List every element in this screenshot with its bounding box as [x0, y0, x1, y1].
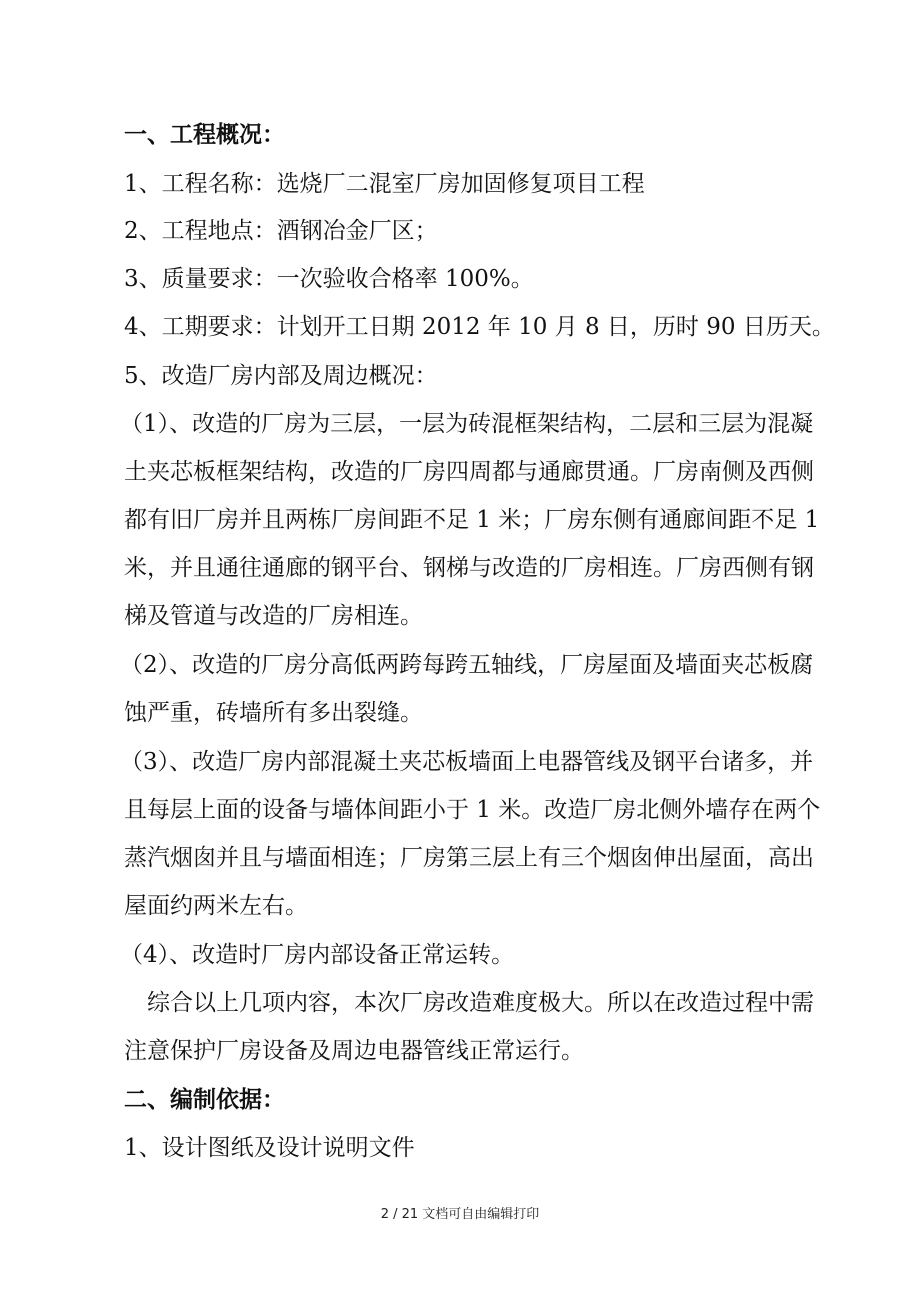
- quality-requirement-line: 3、质量要求：一次验收合格率 100%。: [124, 266, 534, 292]
- site-conditions-heading: 5、改造厂房内部及周边概况：: [124, 363, 438, 389]
- section-heading-basis: 二、编制依据：: [124, 1086, 285, 1113]
- paragraph-3-line-4: 屋面约两米左右。: [124, 893, 308, 919]
- paragraph-3-line-2: 且每层上面的设备与墙体间距小于 1 米。改造厂房北侧外墙存在两个: [124, 797, 821, 823]
- paragraph-4-line-1: （4）、改造时厂房内部设备正常运转。: [120, 942, 515, 968]
- basis-item-1: 1、设计图纸及设计说明文件: [124, 1135, 415, 1161]
- paragraph-1-line-5: 梯及管道与改造的厂房相连。: [124, 603, 423, 629]
- project-name-line: 1、工程名称：选烧厂二混室厂房加固修复项目工程: [124, 171, 645, 197]
- paragraph-1-line-2: 土夹芯板框架结构，改造的厂房四周都与通廊贯通。厂房南侧及西侧: [124, 459, 814, 485]
- paragraph-3-line-3: 蒸汽烟囱并且与墙面相连；厂房第三层上有三个烟囱伸出屋面，高出: [124, 845, 814, 871]
- page-footer: 2 / 21 文档可自由编辑打印: [380, 1207, 540, 1222]
- paragraph-3-line-1: （3）、改造厂房内部混凝土夹芯板墙面上电器管线及钢平台诸多，并: [120, 749, 814, 775]
- paragraph-2-line-1: （2）、改造的厂房分高低两跨每跨五轴线，厂房屋面及墙面夹芯板腐: [120, 652, 814, 678]
- paragraph-2-line-2: 蚀严重，砖墙所有多出裂缝。: [124, 700, 423, 726]
- project-location-line: 2、工程地点：酒钢冶金厂区；: [124, 218, 438, 244]
- schedule-requirement-line: 4、工期要求：计划开工日期 2012 年 10 月 8 日，历时 90 日历天。: [124, 314, 835, 340]
- summary-line-2: 注意保护厂房设备及周边电器管线正常运行。: [124, 1038, 584, 1064]
- paragraph-1-line-4: 米，并且通往通廊的钢平台、钢梯与改造的厂房相连。厂房西侧有钢: [124, 555, 814, 581]
- section-heading-overview: 一、工程概况：: [124, 121, 285, 148]
- summary-line-1: 综合以上几项内容，本次厂房改造难度极大。所以在改造过程中需: [124, 990, 814, 1016]
- paragraph-1-line-3: 都有旧厂房并且两栋厂房间距不足 1 米；厂房东侧有通廊间距不足 1: [124, 507, 820, 533]
- paragraph-1-line-1: （1）、改造的厂房为三层，一层为砖混框架结构，二层和三层为混凝: [120, 411, 814, 437]
